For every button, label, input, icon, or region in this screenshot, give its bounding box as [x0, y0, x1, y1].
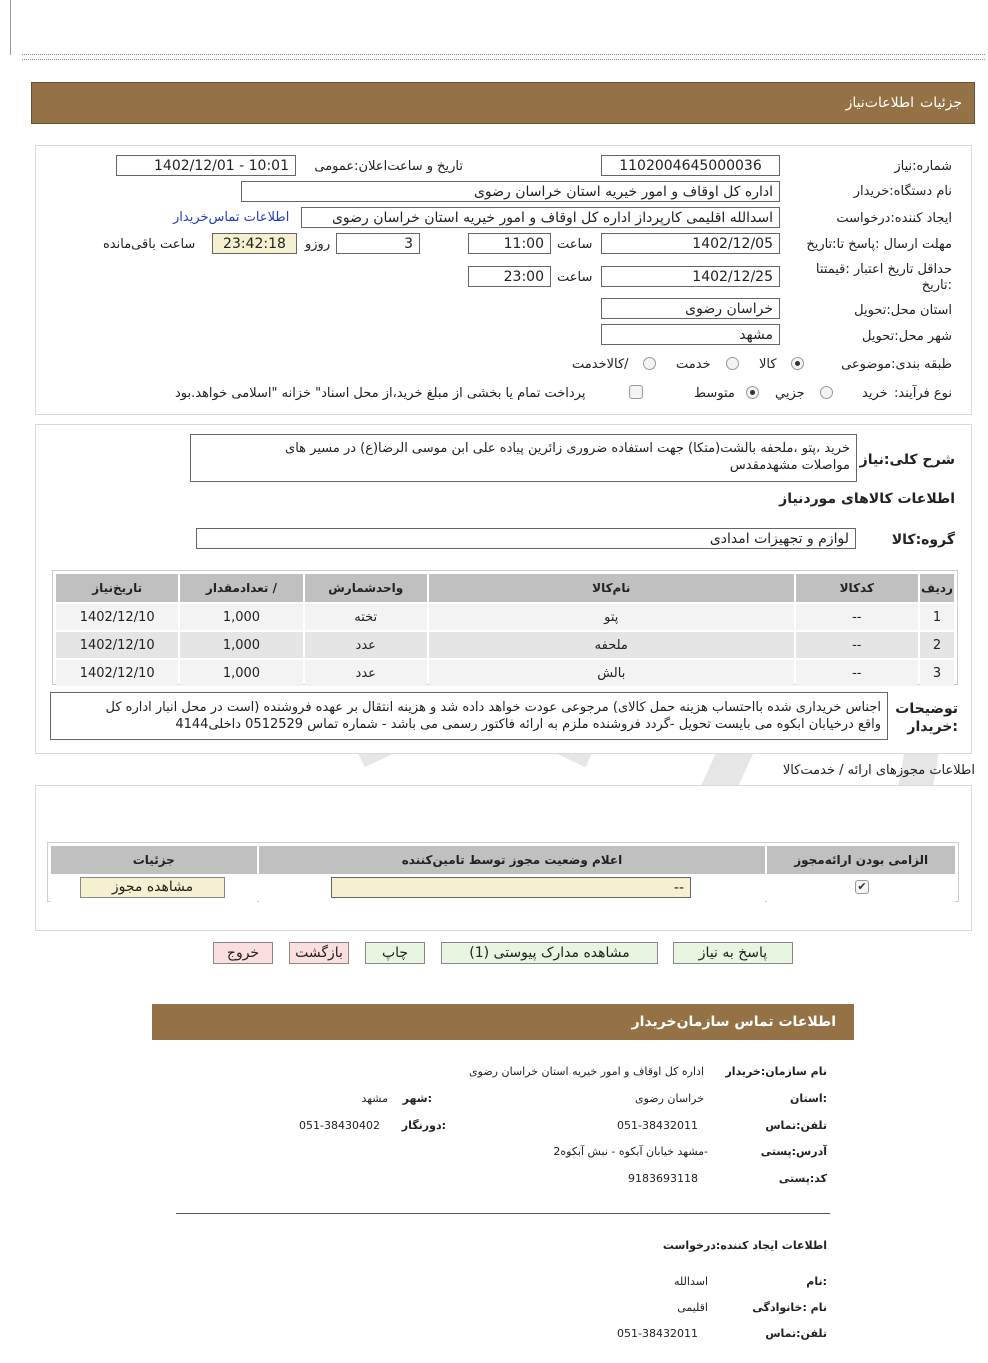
cell-unit: تخته	[305, 604, 427, 630]
contact-header	[152, 1004, 854, 1040]
table-row	[56, 604, 954, 630]
col-permit-details: جزئیات	[51, 846, 257, 874]
contact-phone-value: 051-38432011	[617, 1119, 698, 1132]
description-line-1: خرید ،پتو ،ملحفه بالشت(متکا) جهت استفاده ضروری زائرین پیاده علی ابن موسی الرضا(ع) در مسیر های	[285, 441, 850, 456]
creator-name-value: اسدالله	[674, 1275, 708, 1288]
page-edge-line	[10, 0, 11, 55]
process-partial-radio[interactable]	[820, 386, 833, 399]
buyer-org-label: نام دستگاه:خریدار	[853, 184, 952, 199]
deadline-label: مهلت ارسال :پاسخ تا:تاریخ	[806, 237, 952, 252]
col-date: تاریخ‌نیاز	[56, 574, 178, 602]
city-label: شهر محل:تحویل	[862, 329, 952, 344]
buyer-notes-label-1: توضیحات	[895, 701, 958, 717]
back-button[interactable]: بازگشت	[289, 942, 349, 964]
description-line-2: مواصلات مشهدمقدس	[729, 458, 850, 473]
contact-address-value: -مشهد خیابان آبکوه - نبش آبکوه2	[553, 1145, 708, 1158]
cell-name: بالش	[429, 660, 794, 686]
category-service-radio[interactable]	[726, 357, 739, 370]
contact-fax-label: :دورنگار	[401, 1119, 446, 1132]
contact-province-value: خراسان رضوی	[634, 1092, 704, 1105]
cell-unit: عدد	[305, 660, 427, 686]
deadline-date-field: 1402/12/05	[601, 233, 780, 254]
creator-family-value: اقلیمی	[677, 1301, 708, 1314]
process-medium-radio[interactable]	[746, 386, 759, 399]
buyer-org-field: اداره کل اوقاف و امور خیریه استان خراسان رضوی	[241, 181, 780, 202]
table-row	[56, 660, 954, 686]
contact-fax-value: 051-38430402	[299, 1119, 380, 1132]
cell-date: 1402/12/10	[56, 632, 178, 658]
description-label: شرح کلی:نیاز	[859, 452, 955, 468]
cell-date: 1402/12/10	[56, 604, 178, 630]
deadline-time-label: ساعت	[557, 237, 593, 252]
col-name: نام‌کالا	[429, 574, 794, 602]
category-label: طبقه بندی:موضوعی	[841, 357, 952, 372]
validity-date-field: 1402/12/25	[601, 266, 780, 287]
contact-province-label: :استان	[790, 1092, 827, 1105]
process-partial-label: جزیي	[775, 386, 805, 401]
cell-code: --	[796, 604, 918, 630]
col-qty: / تعدادمقدار	[180, 574, 302, 602]
cell-code: --	[796, 660, 918, 686]
days-label: روزو	[305, 237, 331, 252]
creator-info-title: اطلاعات ایجاد کننده:درخواست	[662, 1239, 827, 1252]
buyer-notes-label-2: :خریدار	[907, 719, 958, 735]
category-goods-label: کالا	[759, 357, 777, 372]
col-permit-required: الزامی بودن ارائه‌مجوز	[767, 846, 955, 874]
creator-name-label: :نام	[806, 1275, 827, 1288]
validity-time-label: ساعت	[557, 270, 593, 285]
contact-address-label: آدرس:پستی	[760, 1145, 827, 1158]
col-code: کدکالا	[796, 574, 918, 602]
view-permit-button[interactable]: مشاهده مجوز	[80, 877, 225, 898]
creator-family-label: نام :خانوادگی	[752, 1301, 827, 1314]
contact-city-value: مشهد	[361, 1092, 388, 1105]
buyer-notes-line-1: اجناس خریداری شده بااحتساب هزینه حمل کالای) مرجوعی عودت خواهد داده شد و هزینه انتقال بر عهده فروشنده (است در محل انبار اداره کل	[105, 700, 881, 715]
contact-city-label: :شهر	[402, 1092, 432, 1105]
need-number-label: شماره:نیاز	[894, 159, 952, 174]
contact-postal-label: کد:پستی	[778, 1172, 827, 1185]
col-permit-status: اعلام وضعیت مجوز توسط تامین‌کننده	[259, 846, 766, 874]
contact-phone-label: تلفن:تماس	[765, 1119, 827, 1132]
category-goods-radio[interactable]	[791, 357, 804, 370]
city-field: مشهد	[601, 324, 780, 345]
print-button[interactable]: چاپ	[365, 942, 425, 964]
permits-title: اطلاعات مجوزهای ارائه / خدمت‌کالا	[782, 763, 975, 778]
buyer-notes-field	[50, 692, 888, 740]
process-medium-label: متوسط	[694, 386, 735, 401]
announce-label: تاریخ و ساعت‌اعلان:عمومی	[314, 159, 463, 174]
cell-row: 3	[920, 660, 954, 686]
top-divider	[22, 54, 985, 60]
contact-org-label: نام سازمان:خریدار	[725, 1065, 827, 1078]
cell-row: 2	[920, 632, 954, 658]
treasury-payment-note: پرداخت تمام یا بخشی از مبلغ خرید،از محل اسناد" خزانه "اسلامی خواهد.بود	[175, 386, 586, 401]
contact-postal-value: 9183693118	[628, 1172, 698, 1185]
contact-divider	[176, 1213, 830, 1214]
contact-title: اطلاعات تماس سازمان‌خریدار	[631, 1014, 836, 1030]
permit-required-checkbox[interactable]: ✔	[855, 880, 869, 894]
remaining-time-field: 23:42:18	[212, 233, 297, 254]
remaining-label: ساعت باقی‌مانده	[103, 237, 196, 252]
goods-info-title: اطلاعات کالاهای مورد‌نیاز	[779, 491, 955, 507]
buyer-notes-line-2: واقع درخیابان ابکوه می بایست تحویل -گردد فروشنده ملزم به ارائه فاکتور رسمی می باشد - شماره تماس 0512529 داخلی4144	[175, 717, 881, 732]
days-field: 3	[336, 233, 420, 254]
tab-details[interactable]: جزئیات	[920, 95, 962, 111]
deadline-time-field: 11:00	[468, 233, 551, 254]
goods-group-field: لوازم و تجهیزات امدادی	[196, 528, 856, 549]
permit-status-field: --	[331, 877, 691, 898]
creator-field: اسدالله اقلیمی کارپرداز اداره کل اوقاف و امور خیریه استان خراسان رضوی	[301, 207, 780, 228]
cell-qty: 1,000	[180, 632, 302, 658]
province-field: خراسان رضوی	[601, 298, 780, 319]
process-label: نوع فرآیند:	[894, 386, 952, 401]
view-attachments-button[interactable]: مشاهده مدارک پیوستی (1)	[441, 942, 658, 964]
cell-qty: 1,000	[180, 660, 302, 686]
category-goods-service-label: /کالاخدمت	[572, 357, 629, 372]
province-label: استان محل:تحویل	[854, 303, 952, 318]
creator-phone-value: 051-38432011	[617, 1327, 698, 1340]
items-table	[54, 572, 956, 688]
cell-name: ملحفه	[429, 632, 794, 658]
announce-field: 1402/12/01 - 10:01	[116, 155, 296, 176]
need-number-field: 1102004645000036	[601, 155, 780, 176]
cell-name: پتو	[429, 604, 794, 630]
page-header	[31, 82, 975, 124]
col-unit: واحدشمارش	[305, 574, 427, 602]
validity-label: حداقل تاریخ اعتبار :قیمتتا :تاریخ	[815, 262, 952, 293]
process-buy-label: خرید	[862, 386, 888, 401]
col-row: ردیف	[920, 574, 954, 602]
cell-unit: عدد	[305, 632, 427, 658]
reply-button[interactable]: پاسخ به نیاز	[673, 942, 793, 964]
description-field	[190, 434, 857, 482]
cell-code: --	[796, 632, 918, 658]
validity-time-field: 23:00	[468, 266, 551, 287]
table-row	[56, 632, 954, 658]
exit-button[interactable]: خروج	[213, 942, 273, 964]
contact-org-value: اداره کل اوقاف و امور خیریه استان خراسان رضوی	[469, 1065, 704, 1078]
category-service-label: خدمت	[676, 357, 711, 372]
creator-label: ایجاد کننده:درخواست	[836, 211, 952, 226]
creator-phone-label: تلفن:تماس	[765, 1327, 827, 1340]
buyer-contact-link[interactable]: اطلاعات تماس‌خریدار	[173, 210, 290, 225]
buyer-notes-label	[895, 700, 958, 736]
treasury-payment-checkbox[interactable]	[629, 385, 643, 399]
cell-date: 1402/12/10	[56, 660, 178, 686]
tab-need-info[interactable]: اطلاعات‌نیاز	[845, 95, 914, 111]
category-goods-service-radio[interactable]	[643, 357, 656, 370]
goods-group-label: گروه:کالا	[891, 532, 955, 548]
cell-qty: 1,000	[180, 604, 302, 630]
cell-row: 1	[920, 604, 954, 630]
